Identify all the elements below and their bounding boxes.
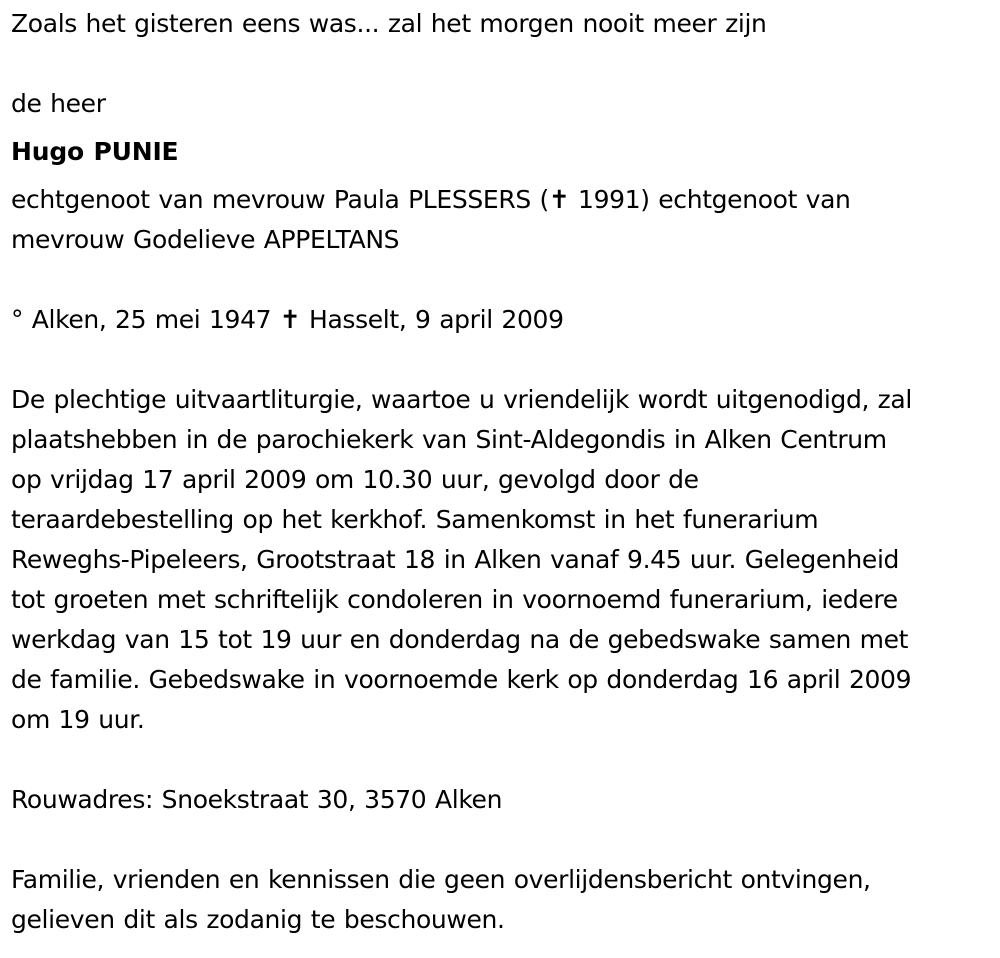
ceremony-line: werkdag van 15 tot 19 uur en donderdag na de gebedswake samen met [11, 625, 909, 654]
ceremony-paragraph [11, 380, 993, 740]
spacer [11, 340, 993, 380]
spacer [11, 124, 993, 132]
ceremony-line: teraardebestelling op het kerkhof. Samenkomst in het funerarium [11, 505, 819, 534]
notice-line: Familie, vrienden en kennissen die geen overlijdensbericht ontvingen, [11, 865, 871, 894]
notice-line: gelieven dit als zodanig te beschouwen. [11, 905, 505, 934]
ceremony-line: Reweghs-Pipeleers, Grootstraat 18 in Alken vanaf 9.45 uur. Gelegenheid [11, 545, 900, 574]
ceremony-line: De plechtige uitvaartliturgie, waartoe u vriendelijk wordt uitgenodigd, zal [11, 385, 912, 414]
ceremony-line: plaatshebben in de parochiekerk van Sint-Aldegondis in Alken Centrum [11, 425, 887, 454]
spacer [11, 260, 993, 300]
notice-paragraph [11, 860, 993, 940]
spacer [11, 740, 993, 780]
spacer [11, 172, 993, 180]
ceremony-line: op vrijdag 17 april 2009 om 10.30 uur, gevolgd door de [11, 465, 699, 494]
spouse-line-1: echtgenoot van mevrouw Paula PLESSERS (✝ 1991) echtgenoot van [11, 185, 851, 214]
ceremony-line: om 19 uur. [11, 705, 145, 734]
salutation: de heer [11, 89, 106, 118]
obituary-document [11, 0, 993, 940]
motto: Zoals het gisteren eens was... zal het morgen nooit meer zijn [11, 9, 767, 38]
spacer [11, 44, 993, 84]
ceremony-line: tot groeten met schriftelijk condoleren in voornoemd funerarium, iedere [11, 585, 898, 614]
ceremony-line: de familie. Gebedswake in voornoemde kerk op donderdag 16 april 2009 [11, 665, 912, 694]
deceased-name: Hugo PUNIE [11, 137, 179, 166]
spacer [11, 820, 993, 860]
birth-death-line: ° Alken, 25 mei 1947 ✝ Hasselt, 9 april 2009 [11, 305, 564, 334]
spouse-line-2: mevrouw Godelieve APPELTANS [11, 225, 400, 254]
mourning-address: Rouwadres: Snoekstraat 30, 3570 Alken [11, 785, 503, 814]
